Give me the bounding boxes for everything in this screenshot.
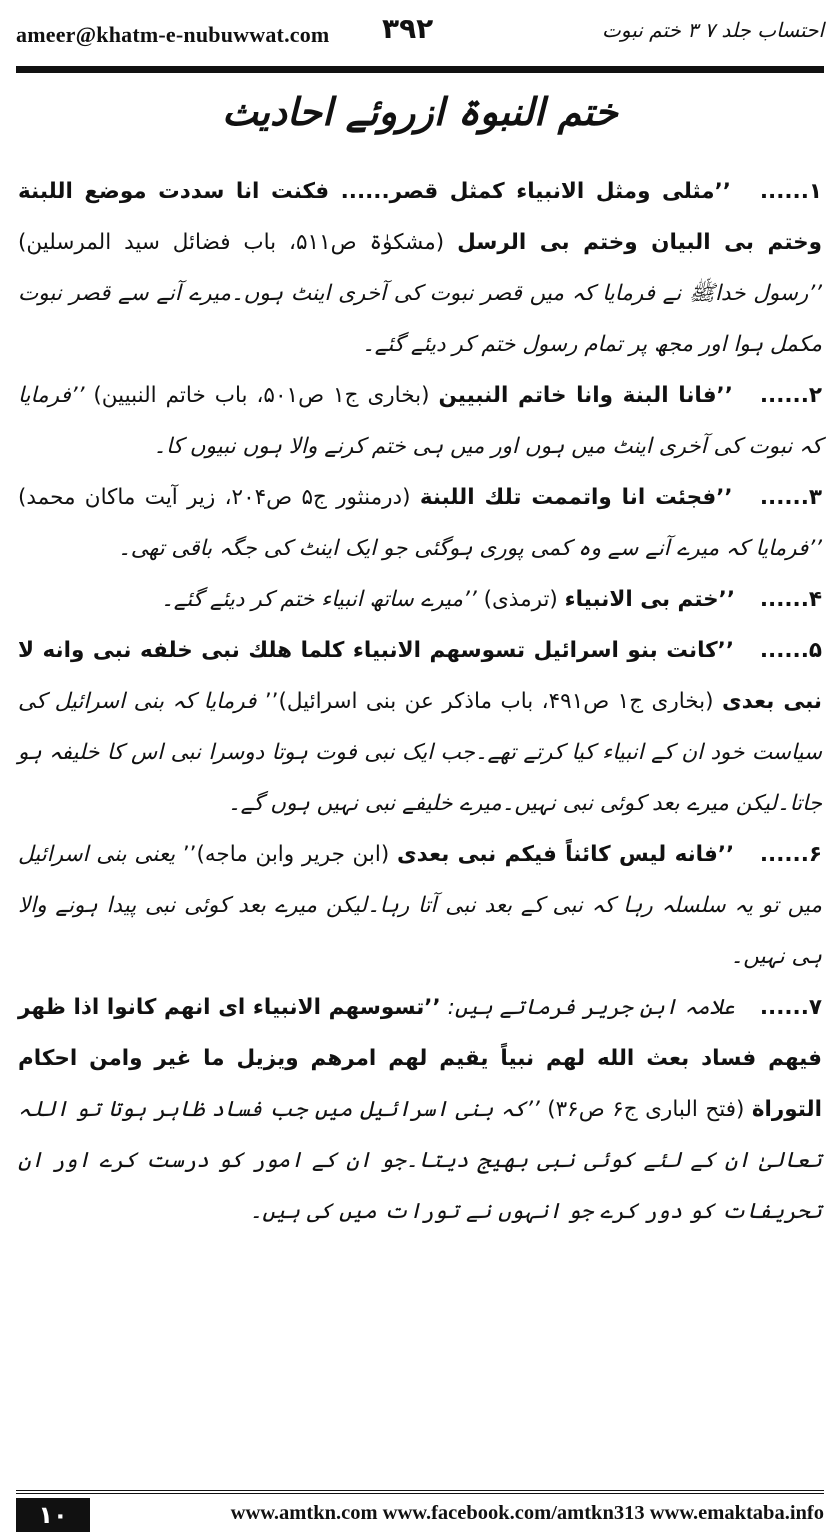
arabic-text: ’’مثلی ومثل الانبیاء کمثل قصر...... فکنت انا سددت موضع اللبنة وختم بی البیان وختم بی الرسل — [18, 179, 822, 255]
hadith-entry-3 — [18, 472, 822, 574]
urdu-translation: یعنی بنی اسرائیل میں تو یہ سلسلہ رہا کہ نبی کے بعد نبی آتا رہا۔لیکن میرے بعد کوئی نبی پیدا ہونے والا ہی نہیں۔ — [18, 842, 822, 969]
hadith-entry-4 — [18, 574, 822, 625]
hadith-reference: (فتح الباری ج۶ ص۳۶) — [547, 1097, 745, 1122]
page-number: ۳۹۲ — [382, 12, 434, 45]
arabic-text: ’’کانت بنو اسرائیل تسوسهم الانبیاء کلما هلك نبی خلفه نبی وانه لا نبی بعدی — [18, 638, 822, 714]
arabic-text: ’’فانا البنة وانا خاتم النبیین — [438, 383, 733, 408]
page-footer — [16, 1490, 824, 1536]
arabic-text: ’’ختم بی الانبیاء — [564, 587, 736, 612]
hadith-entry-7 — [18, 982, 822, 1237]
page-header — [16, 10, 824, 60]
entry-number: ۷...... — [759, 995, 822, 1020]
entry-number: ۱...... — [759, 179, 822, 204]
commentary-lead: علامہ ابن جریر فرماتے ہیں: — [447, 995, 735, 1020]
entry-number: ۲...... — [759, 383, 823, 408]
entry-number: ۵...... — [759, 638, 822, 663]
entry-number: ۴...... — [759, 587, 822, 612]
urdu-translation: ’’فرمایا کہ میرے آنے سے وہ کمی پوری ہوگئی جو ایک اینٹ کی جگہ باقی تھی۔ — [118, 536, 822, 561]
hadith-entry-6 — [18, 829, 822, 982]
footer-links[interactable]: www.amtkn.com www.facebook.com/amtkn313 www.emaktaba.info — [230, 1502, 824, 1524]
urdu-translation: ’’فرمایا کہ نبوت کی آخری اینٹ میں ہوں اور میں ہی ختم کرنے والا ہوں نبیوں کا۔ — [18, 383, 822, 459]
hadith-reference: (ابن جریر وابن ماجه)’’ — [182, 842, 390, 867]
header-divider — [16, 66, 824, 73]
urdu-translation: ’’کہ بنی اسرائیل میں جب فساد ظاہر ہوتا تو اللہ تعالیٰ ان کے لئے کوئی نبی بھیج دیتا۔جو ان کے امور کو درست کرے اور ان تحریفات کو دور کرے جو انہوں نے تورات میں کی ہیں۔ — [18, 1097, 822, 1224]
series-title: احتساب جلد ۷ ۳ ختم نبوت — [602, 18, 824, 42]
hadith-reference: (بخاری ج۱ ص۴۹۱، باب ماذکر عن بنی اسرائیل)’’ — [264, 689, 714, 714]
hadith-entry-1 — [18, 166, 822, 370]
hadith-reference: (بخاری ج۱ ص۵۰۱، باب خاتم النبیین) — [93, 383, 430, 408]
arabic-text: ’’تسوسهم الانبیاء ای انهم کانوا اذا ظهر فیهم فساد بعث الله لهم نبیاً یقیم لهم امرهم ویزیل ما غیر وامن احکام التوراة — [18, 995, 822, 1122]
chapter-title: ختم النبوۃ ازروئے احادیث — [222, 90, 618, 134]
urdu-translation: فرمایا کہ بنی اسرائیل کی سیاست خود ان کے انبیاء کیا کرتے تھے۔جب ایک نبی فوت ہوتا دوسرا نبی اس کا خلیفہ ہو جاتا۔لیکن میرے بعد کوئی نبی نہیں۔میرے خلیفے نبی نہیں ہوں گے۔ — [18, 689, 822, 816]
footer-number-box: ۱۰ — [16, 1498, 90, 1532]
hadith-entry-5 — [18, 625, 822, 829]
urdu-translation: ’’رسول خداﷺ نے فرمایا کہ میں قصر نبوت کی آخری اینٹ ہوں۔میرے آنے سے قصر نبوت مکمل ہوا اور مجھ پر تمام رسول ختم کر دیئے گئے۔ — [18, 281, 822, 357]
hadith-reference: (درمنثور ج۵ ص۲۰۴، زیر آیت ماکان محمد) — [18, 485, 411, 510]
hadith-list — [18, 166, 822, 1237]
arabic-text: ’’فجئت انا واتممت تلك اللبنة — [419, 485, 733, 510]
hadith-entry-2 — [18, 370, 822, 472]
header-email[interactable]: ameer@khatm-e-nubuwwat.com — [16, 22, 330, 47]
hadith-reference: (مشکوٰۃ ص۵۱۱، باب فضائل سید المرسلین) — [18, 230, 445, 255]
arabic-text: ’’فانه لیس کائناً فیکم نبی بعدی — [396, 842, 735, 867]
urdu-translation: ’’میرے ساتھ انبیاء ختم کر دیئے گئے۔ — [161, 587, 477, 612]
entry-number: ۳...... — [759, 485, 823, 510]
entry-number: ۶...... — [759, 842, 823, 867]
hadith-reference: (ترمذی) — [483, 587, 558, 612]
